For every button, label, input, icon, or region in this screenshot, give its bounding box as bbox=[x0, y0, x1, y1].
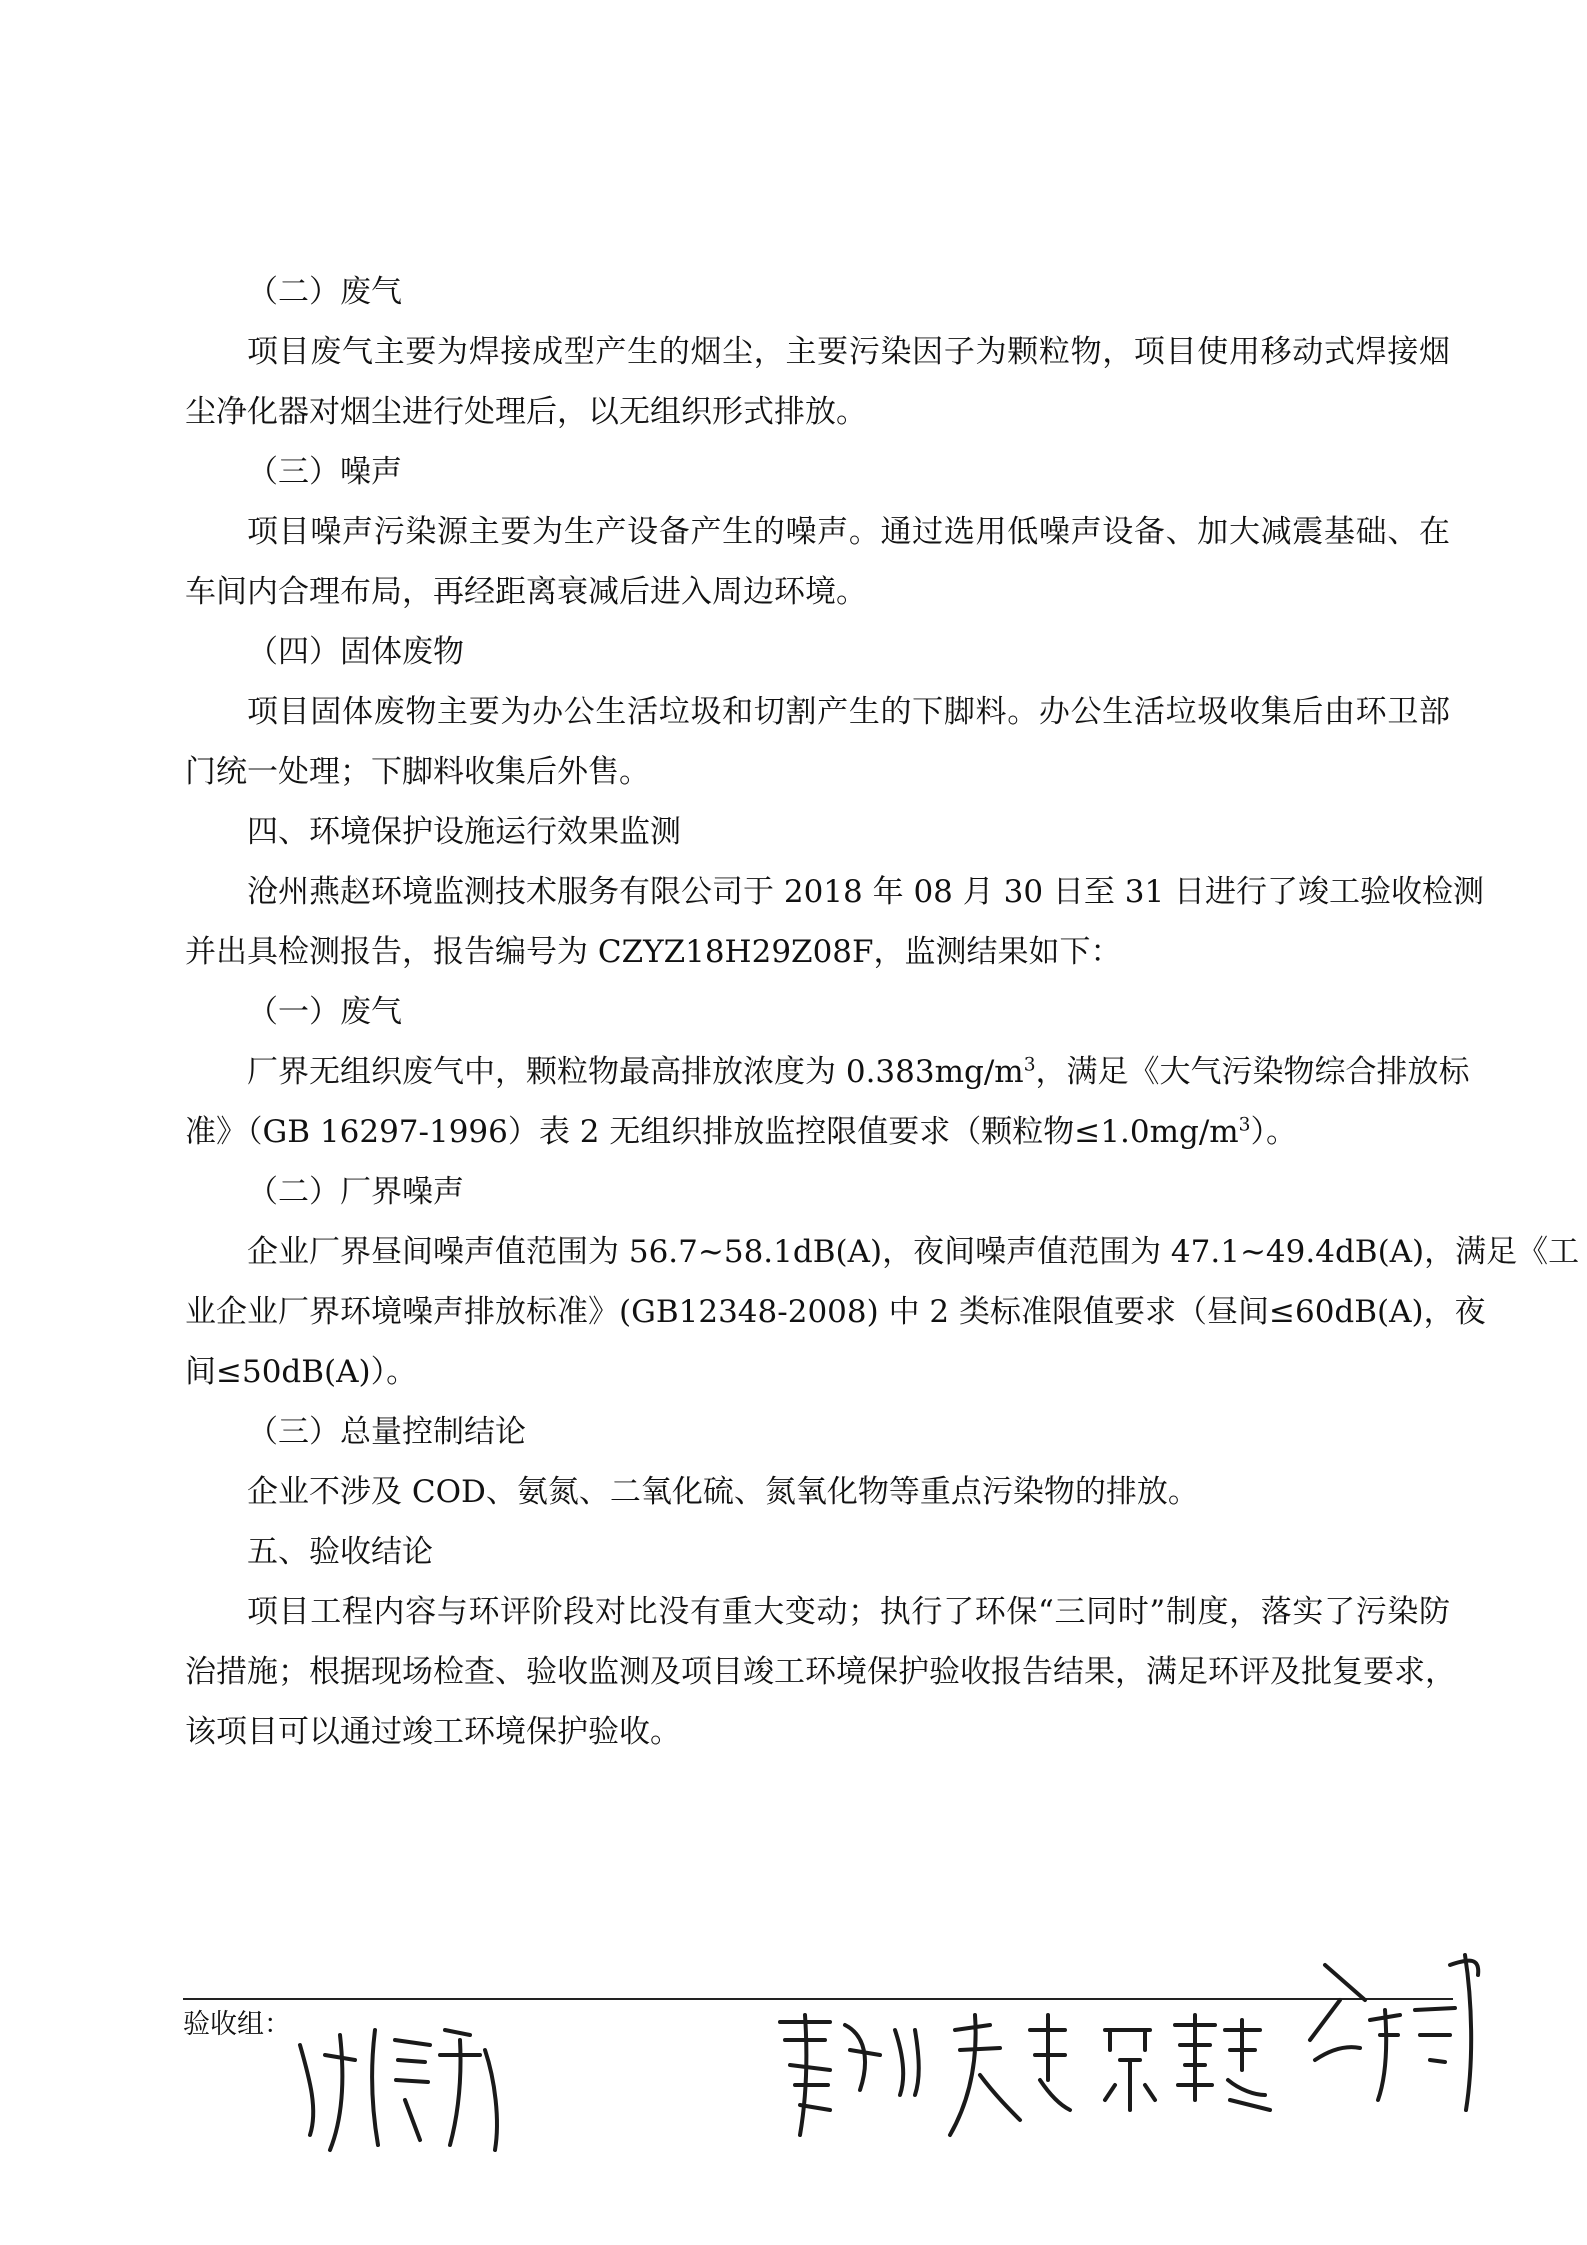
section-heading-solid-waste: （四）固体废物 bbox=[247, 634, 464, 670]
exhaust-result-text-b: ，满足《大气污染物综合排放标 bbox=[1035, 1054, 1470, 1090]
section-heading-noise: （三）噪声 bbox=[247, 454, 402, 490]
paragraph-noise-line-2: 车间内合理布局，再经距离衰减后进入周边环境。 bbox=[185, 574, 867, 610]
paragraph-exhaust-line-1: 项目废气主要为焊接成型产生的烟尘，主要污染因子为颗粒物，项目使用移动式焊接烟 bbox=[247, 334, 1450, 370]
section-heading-exhaust: （二）废气 bbox=[247, 274, 402, 310]
document-body bbox=[185, 262, 1580, 1762]
superscript-cubic-2: 3 bbox=[1238, 1114, 1251, 1136]
paragraph-solid-waste-line-1: 项目固体废物主要为办公生活垃圾和切割产生的下脚料。办公生活垃圾收集后由环卫部 bbox=[247, 694, 1450, 730]
exhaust-result-text-d: ）。 bbox=[1250, 1114, 1298, 1150]
acceptance-group-label: 验收组： bbox=[183, 2009, 291, 2040]
paragraph-monitoring-line-2: 并出具检测报告，报告编号为 CZYZ18H29Z08F，监测结果如下： bbox=[185, 934, 1122, 970]
paragraph-conclusion-line-3: 该项目可以通过竣工环境保护验收。 bbox=[185, 1714, 681, 1750]
signature-2 bbox=[780, 2015, 919, 2135]
paragraph-conclusion-line-1: 项目工程内容与环评阶段对比没有重大变动；执行了环保“三同时”制度，落实了污染防 bbox=[247, 1594, 1450, 1630]
paragraph-noise-line-1: 项目噪声污染源主要为生产设备产生的噪声。通过选用低噪声设备、加大减震基础、在 bbox=[247, 514, 1450, 550]
subsection-heading-boundary-noise: （二）厂界噪声 bbox=[247, 1174, 464, 1210]
paragraph-exhaust-result-line-1 bbox=[185, 1042, 1470, 1102]
paragraph-exhaust-line-2: 尘净化器对烟尘进行处理后，以无组织形式排放。 bbox=[185, 394, 867, 430]
exhaust-result-text-c: 准》（GB 16297-1996）表 2 无组织排放监控限值要求（颗粒物≤1.0mg/m bbox=[185, 1114, 1239, 1150]
paragraph-monitoring-line-1: 沧州燕赵环境监测技术服务有限公司于 2018 年 08 月 30 日至 31 日进行了竣工验收检测 bbox=[247, 874, 1485, 910]
section-heading-monitoring: 四、环境保护设施运行效果监测 bbox=[247, 814, 681, 850]
signature-3 bbox=[950, 2015, 1070, 2135]
exhaust-result-text-a: 厂界无组织废气中，颗粒物最高排放浓度为 0.383mg/m bbox=[247, 1054, 1024, 1090]
paragraph-solid-waste-line-2: 门统一处理；下脚料收集后外售。 bbox=[185, 754, 650, 790]
paragraph-total-control: 企业不涉及 COD、氨氮、二氧化硫、氮氧化物等重点污染物的排放。 bbox=[247, 1474, 1199, 1510]
superscript-cubic: 3 bbox=[1023, 1054, 1036, 1076]
signature-1 bbox=[300, 2030, 497, 2150]
subsection-heading-total-control: （三）总量控制结论 bbox=[247, 1414, 526, 1450]
paragraph-noise-result-line-1: 企业厂界昼间噪声值范围为 56.7~58.1dB(A)，夜间噪声值范围为 47.1~49.4dB(A)，满足《工 bbox=[247, 1234, 1580, 1270]
paragraph-noise-result-line-3: 间≤50dB(A)）。 bbox=[185, 1354, 418, 1390]
signature-4 bbox=[1105, 2015, 1270, 2110]
subsection-heading-exhaust: （一）废气 bbox=[247, 994, 402, 1030]
paragraph-exhaust-result-line-2 bbox=[185, 1102, 1450, 1162]
paragraph-noise-result-line-2: 业企业厂界环境噪声排放标准》(GB12348-2008) 中 2 类标准限值要求（昼间≤60dB(A)，夜 bbox=[185, 1294, 1486, 1330]
section-heading-conclusion: 五、验收结论 bbox=[247, 1534, 433, 1570]
footer-divider bbox=[183, 1998, 1453, 2000]
paragraph-conclusion-line-2: 治措施；根据现场检查、验收监测及项目竣工环境保护验收报告结果，满足环评及批复要求， bbox=[185, 1654, 1456, 1690]
signature-5 bbox=[1310, 1955, 1478, 2110]
